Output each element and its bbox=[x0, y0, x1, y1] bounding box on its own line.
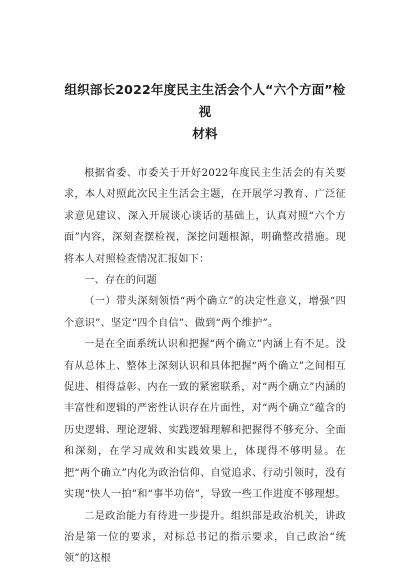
title-line-1: 组织部长2022年度民主生活会个人“六个方面”检视 bbox=[64, 82, 346, 119]
title-line-2: 材料 bbox=[192, 126, 218, 141]
section-heading-problems: 一、存在的问题 bbox=[84, 275, 157, 287]
document-body bbox=[64, 163, 346, 570]
paragraph-point-1: 一是在全面系统认识和把握“两个确立”内涵上有不足。没有从总体上、整体上深刻认识和具体把握“两个确立”之间相互促进、相得益彰、内在一致的紧密联系，对“两个确立”内涵的丰富性和逻辑的严密性认识存在片面性，对“两个确立”蕴含的历史逻辑、理论逻辑、实践逻辑理解和把握得不够充分、全面和深刻，在学习成效和实践效果上，体现得不够明显。在把“两个确立”内化为政治信仰、自觉追求、行动引领时，没有实现“快人一拍”和“事半功倍”，导致一些工作进度不够理想。 bbox=[64, 339, 346, 501]
subsection-heading-1: （一）带头深刻领悟“两个确立”的决定性意义，增强“四个意识”、坚定“四个自信”、做到“两个维护”。 bbox=[64, 296, 346, 329]
intro-paragraph: 根据省委、市委关于开好2022年度民主生活会的有关要求，本人对照此次民主生活会主题，在开展学习教育、广泛征求意见建议、深入开展谈心谈话的基础上，认真对照“六个方面”内容，深刻查摆检视，深挖问题根源，明确整改措施。现将本人对照检查情况汇报如下： bbox=[64, 168, 346, 265]
paragraph-point-2: 二是政治能力有待进一步提升。组织部是政治机关，讲政治是第一位的要求，对标总书记的指示要求，自己政治“统领”的这根 bbox=[64, 510, 346, 565]
document-title bbox=[64, 0, 346, 145]
